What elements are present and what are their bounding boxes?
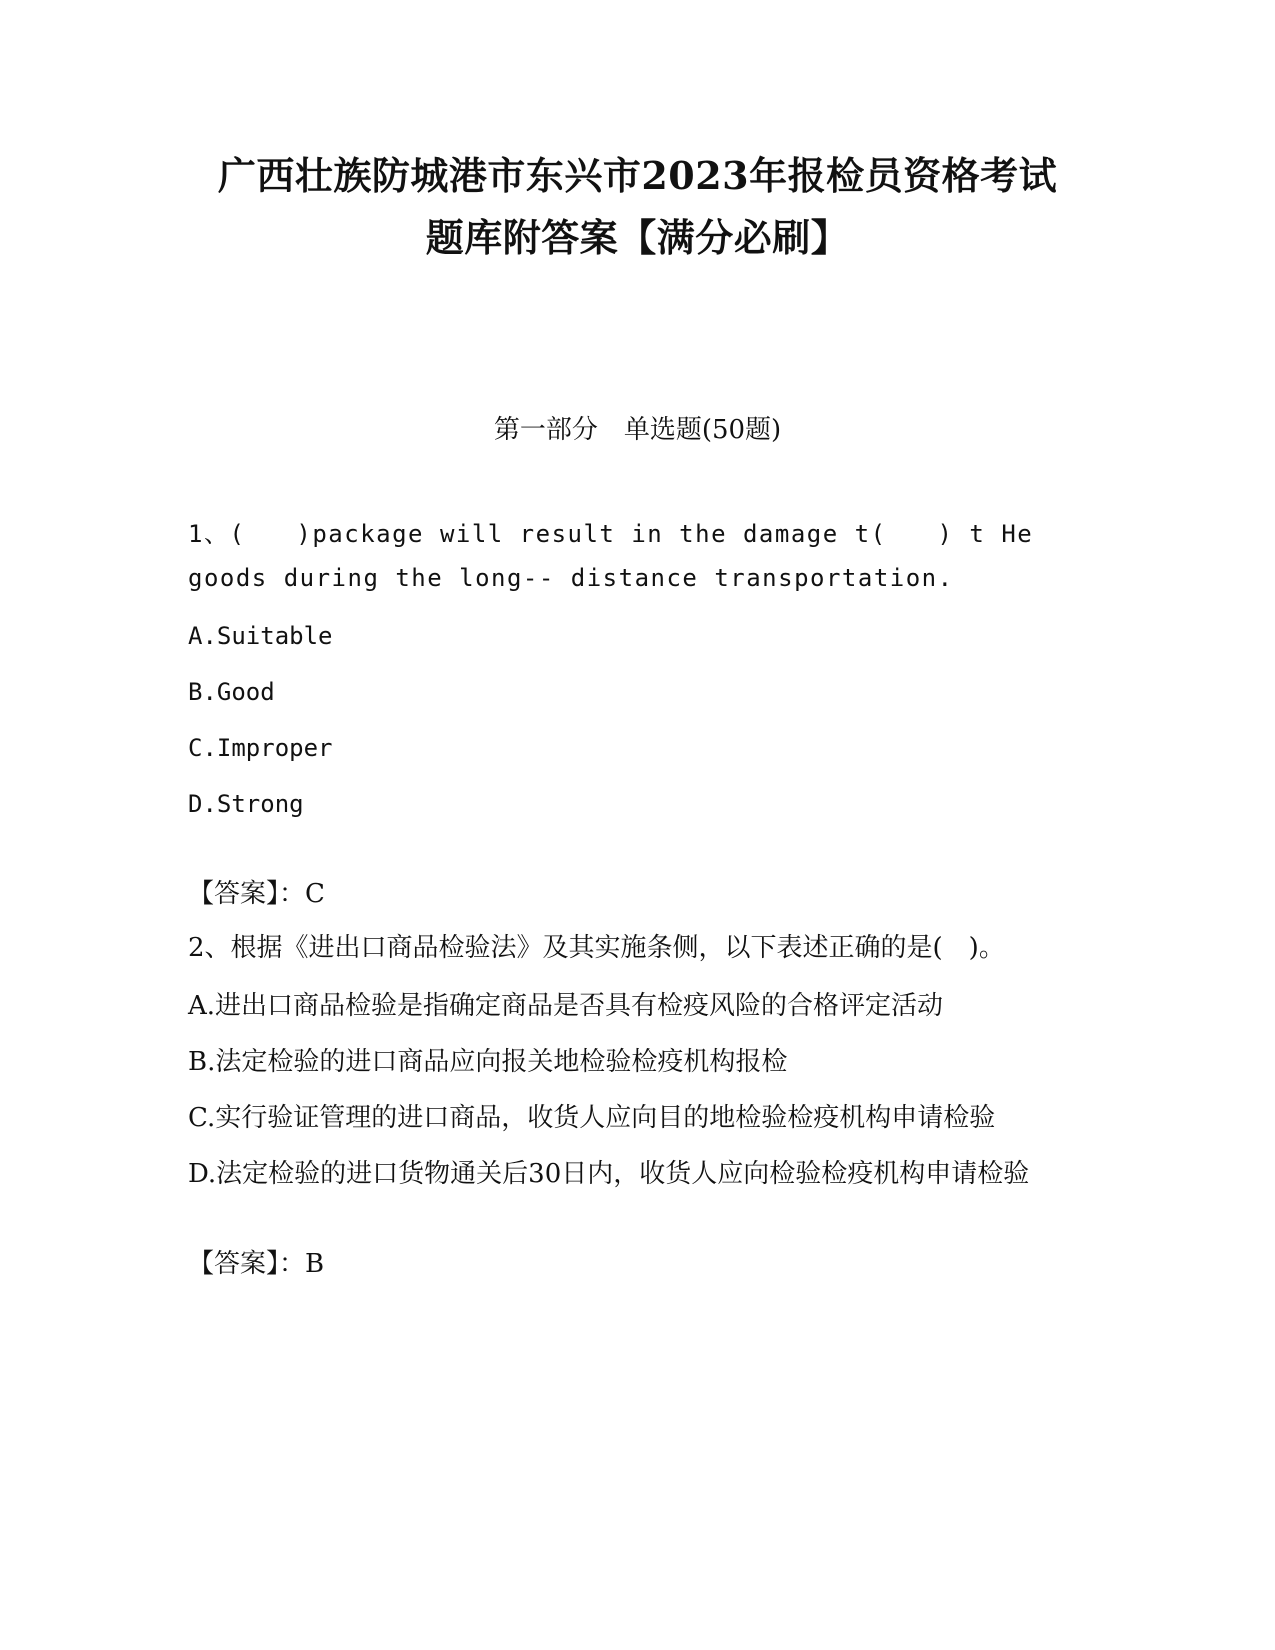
document-title — [150, 145, 1125, 269]
title-line-2: 题库附答案【满分必刷】 — [425, 215, 850, 260]
option-c: C.Improper — [188, 734, 333, 762]
question-stem: 2、根据《进出口商品检验法》及其实施条侧，以下表述正确的是( )。 — [188, 933, 1005, 963]
option-c: C.实行验证管理的进口商品，收货人应向目的地检验检疫机构申请检验 — [188, 1103, 996, 1133]
question-1 — [188, 512, 1078, 916]
answer: 【答案】：B — [188, 1249, 325, 1279]
option-b: B.法定检验的进口商品应向报关地检验检疫机构报检 — [188, 1047, 788, 1077]
option-d: D.法定检验的进口货物通关后30日内，收货人应向检验检疫机构申请检验 — [188, 1159, 1030, 1189]
question-stem: 1、( )package will result in the damage t( ) t He goods during the long-- distance transportation. — [188, 520, 1034, 592]
option-a: A.Suitable — [188, 622, 333, 650]
option-a: A.进出口商品检验是指确定商品是否具有检疫风险的合格评定活动 — [188, 991, 944, 1021]
answer: 【答案】：C — [188, 879, 325, 909]
option-d: D.Strong — [188, 790, 304, 818]
option-b: B.Good — [188, 678, 275, 706]
section-title: 第一部分 单选题(50题) — [493, 415, 782, 445]
question-2 — [188, 926, 1078, 1286]
title-line-1: 广西壮族防城港市东兴市2023年报检员资格考试 — [217, 153, 1058, 198]
question-list — [188, 512, 1078, 1286]
